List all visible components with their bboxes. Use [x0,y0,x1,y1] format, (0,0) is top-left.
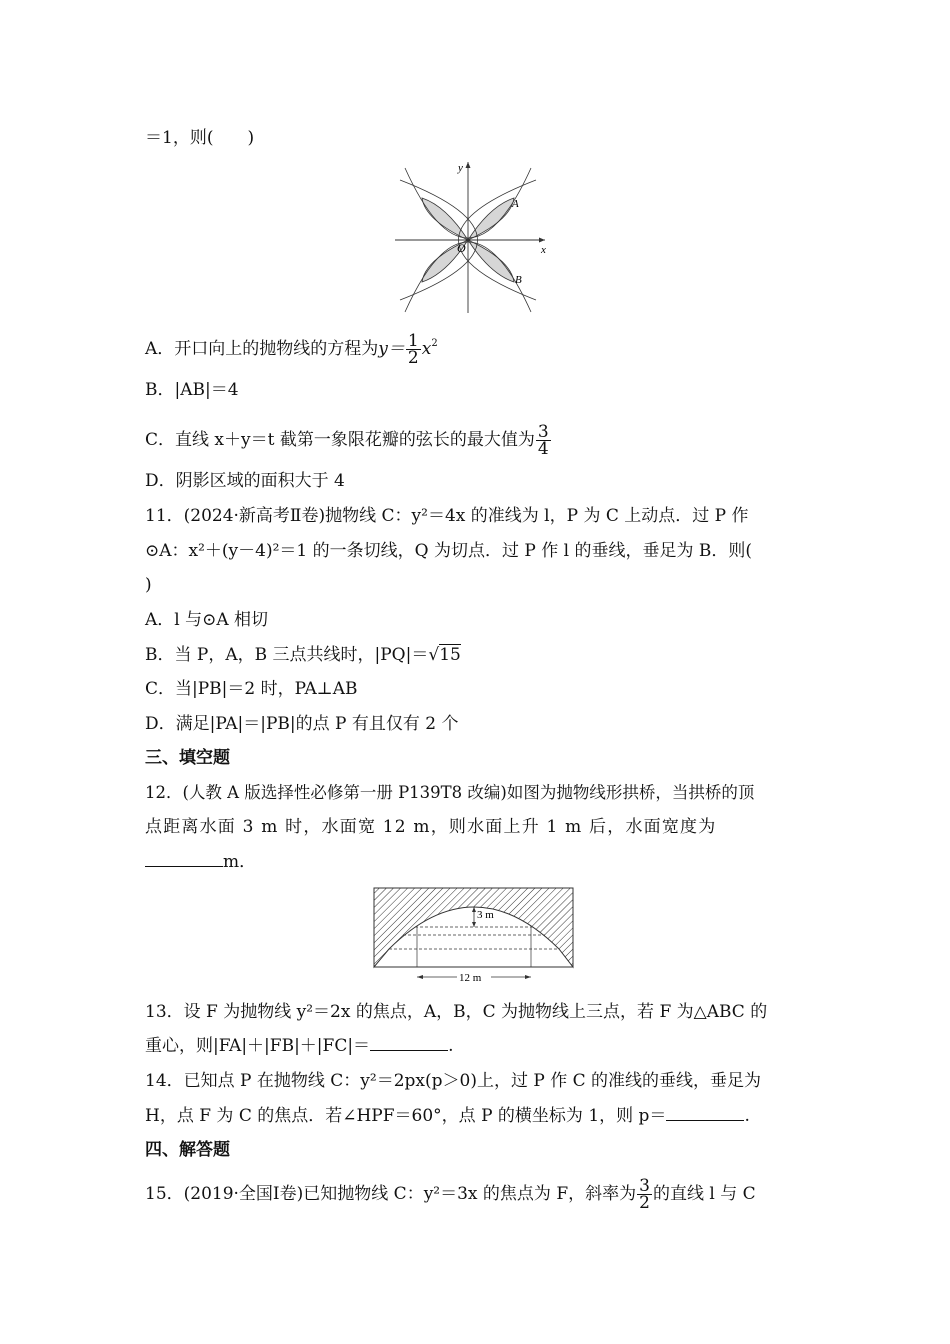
q11-line2: ⊙A：x²＋(y－4)²＝1 的一条切线，Q 为切点．过 P 作 l 的垂线，垂足为 B．则( [145,541,753,561]
q10-option-c: C．直线 x＋y＝t 截第一象限花瓣的弦长的最大值为 $\frac{3}{4}$ [145,422,549,459]
arch-bridge-figure [373,887,575,987]
q11-option-d: D．满足|PA|＝|PB|的点 P 有且仅有 2 个 [145,714,459,734]
q11-line1: 11．(2024·新高考Ⅱ卷)抛物线 C：y²＝4x 的准线为 l，P 为 C 上动点．过 P 作 [145,506,749,526]
section-4-heading: 四、解答题 [145,1140,230,1160]
point-b-label: B [515,274,522,286]
q13-line2: 重心，则|FA|＋|FB|＋|FC|＝ . [145,1036,454,1056]
height-label: 3 m [477,909,494,921]
q12-line1: 12．(人教 A 版选择性必修第一册 P139T8 改编)如图为抛物线形拱桥，当拱桥的顶 [145,783,755,802]
q14-line2: H，点 F 为 C 的焦点．若∠HPF＝60°，点 P 的横坐标为 1，则 p＝ . [145,1106,750,1126]
point-a-label: A [512,198,519,210]
q10-option-d: D．阴影区域的面积大于 4 [145,471,345,491]
sqrt-symbol: √ [428,645,440,665]
q11-option-c: C．当|PB|＝2 时，PA⊥AB [145,679,358,699]
q12-line2: 点距离水面 3 m 时，水面宽 12 m，则水面上升 1 m 后，水面宽度为 [145,817,717,837]
x-label: x [541,244,546,256]
petal-q4 [468,240,514,282]
q14-line1: 14．已知点 P 在抛物线 C：y²＝2px(p＞0)上，过 P 作 C 的准线的垂线，垂足为 [145,1071,762,1091]
q10-intro: ＝1，则( ) [145,128,255,148]
q11-option-b: B．当 P，A，B 三点共线时，|PQ|＝√15 [145,645,461,665]
q10-option-b: B．|AB|＝4 [145,380,239,400]
petal-q2 [422,198,468,240]
origin-label: O [457,241,466,255]
petal-q1 [468,198,514,240]
q11-option-a: A．l 与⊙A 相切 [145,610,269,630]
width-label: 12 m [459,972,482,984]
q12-line3: m． [145,852,256,872]
q10-option-a: A．开口向上的抛物线的方程为y＝ $\frac{1}{2}$ $x^2$ [145,331,438,368]
y-label: y [458,162,463,174]
section-3-heading: 三、填空题 [145,748,230,768]
q15-line1: 15．(2019·全国Ⅰ卷)已知抛物线 C：y²＝3x 的焦点为 F，斜率为 $\frac{3}{2}$ 的直线 l 与 C [145,1176,756,1213]
q11-line3: ) [145,575,152,595]
q13-line1: 13．设 F 为抛物线 y²＝2x 的焦点，A，B，C 为抛物线上三点，若 F 为△ABC 的 [145,1002,768,1022]
flower-figure [395,158,555,313]
